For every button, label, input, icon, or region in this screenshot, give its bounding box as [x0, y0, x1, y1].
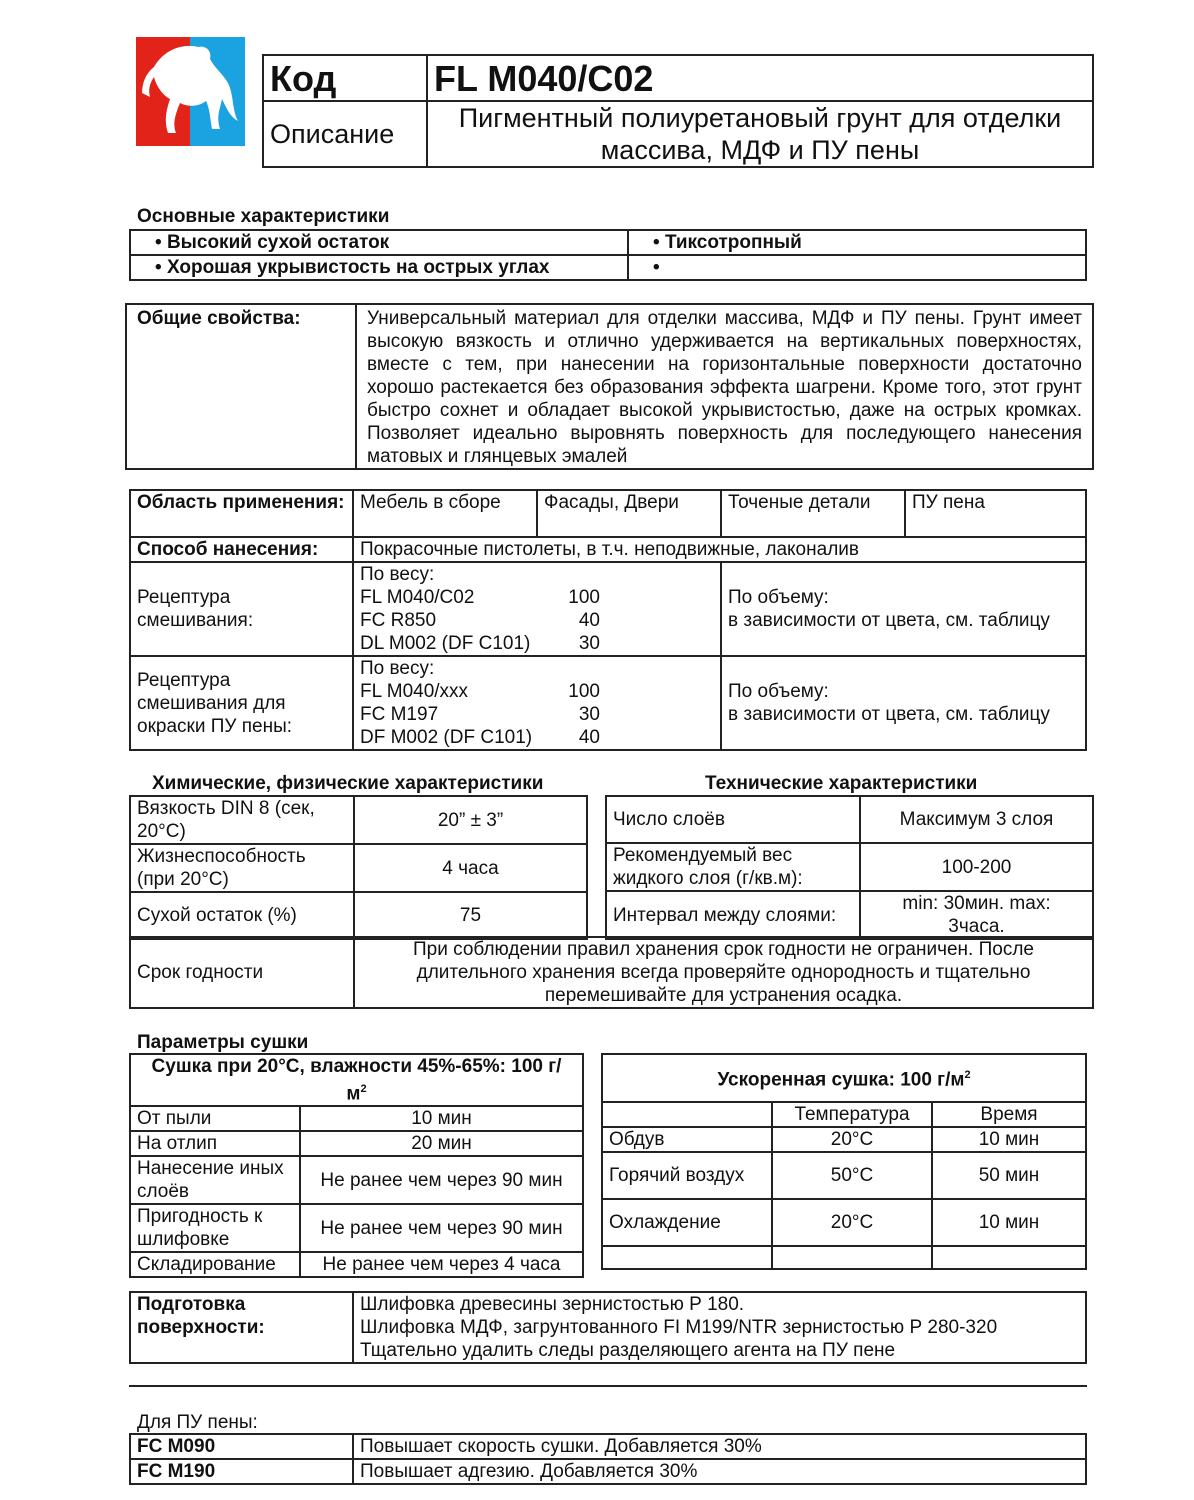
chem-value: 75 [354, 892, 587, 939]
surface-prep-table [129, 1291, 1087, 1364]
surface-prep-text: Шлифовка древесины зернистостью Р 180. Шлифовка МДФ, загрунтованного FI M199/NTR зернистостью Р 280-320 Тщательно удалить следы разделяющего агента на ПУ пене [353, 1292, 1086, 1363]
header-table [262, 54, 1094, 168]
accelerated-temp: 50°C [772, 1152, 932, 1199]
tech-value: 100-200 [860, 843, 1093, 891]
drying-stage: Складирование [130, 1252, 300, 1277]
accelerated-drying-header: Ускоренная сушка: 100 $г/м^2$ [602, 1054, 1086, 1102]
accelerated-time: 10 мин [932, 1199, 1086, 1246]
accelerated-col-header: Время [932, 1102, 1086, 1127]
accelerated-stage: Горячий воздух [602, 1152, 772, 1199]
mix2-volume: По объему: в зависимости от цвета, см. таблицу [721, 656, 1086, 750]
area-item: Фасады, Двери [537, 490, 721, 537]
area-item: Мебель в сборе [353, 490, 537, 537]
additive-desc: Повышает скорость сушки. Добавляется 30% [353, 1434, 1086, 1459]
drying-header: Сушка при 20°C, влажности 45%-65%: 100 $г/м^2$ [130, 1054, 583, 1106]
area-label: Область применения: [130, 490, 353, 537]
chem-table [129, 795, 588, 940]
chem-param: Сухой остаток (%) [130, 892, 354, 939]
drying-stage: От пыли [130, 1106, 300, 1131]
mix1-weight: По весу: FL M040/C02 100 FC R850 40 DL M002 (DF C101) 30 [353, 562, 721, 656]
tech-param: Интервал между слоями: [606, 891, 860, 939]
code-label: Код [263, 55, 427, 101]
area-item: Точеные детали [721, 490, 905, 537]
accelerated-temp: 20°C [772, 1199, 932, 1246]
accelerated-col-header [602, 1102, 772, 1127]
accelerated-stage: Охлаждение [602, 1199, 772, 1246]
surface-prep-label: Подготовка поверхности: [130, 1292, 353, 1363]
additive-code: FC M090 [130, 1434, 353, 1459]
main-char-item: • Хорошая укрывистость на острых углах [130, 255, 628, 280]
main-chars-table [129, 229, 1087, 281]
accelerated-stage: Обдув [602, 1127, 772, 1152]
area-item: ПУ пена [905, 490, 1086, 537]
drying-title: Параметры сушки [137, 1032, 309, 1053]
accelerated-stage [602, 1246, 772, 1269]
drying-time: Не ранее чем через 90 мин [300, 1156, 583, 1204]
drying-time: 20 мин [300, 1131, 583, 1156]
application-table [129, 489, 1087, 751]
accelerated-drying-table [601, 1053, 1087, 1270]
description-value: Пигментный полиуретановый грунт для отделки массива, МДФ и ПУ пены [427, 101, 1093, 167]
mix2-label: Рецептура смешивания для окраски ПУ пены: [130, 656, 353, 750]
accelerated-col-header: Температура [772, 1102, 932, 1127]
chem-value: 4 часа [354, 844, 587, 892]
description-label: Описание [263, 101, 427, 167]
drying-stage: Нанесение иных слоёв [130, 1156, 300, 1204]
foam-title: Для ПУ пены: [137, 1412, 258, 1433]
drying-stage: Пригодность к шлифовке [130, 1204, 300, 1252]
divider [129, 1385, 1087, 1387]
tech-param: Число слоёв [606, 796, 860, 843]
shelf-life-label: Срок годности [130, 937, 354, 1008]
main-char-item: • [628, 255, 1086, 280]
accelerated-temp: 20°C [772, 1127, 932, 1152]
tech-value: Максимум 3 слоя [860, 796, 1093, 843]
shelf-life-table [129, 936, 1094, 1009]
general-properties-label: Общие свойства: [126, 304, 356, 469]
shelf-life-text: При соблюдении правил хранения срок годности не ограничен. После длительного хранения всегда проверяйте однородность и тщательно перемешивайте для устранения осадка. [354, 937, 1093, 1008]
additive-desc: Повышает адгезию. Добавляется 30% [353, 1459, 1086, 1484]
tech-title: Технические характеристики [705, 773, 978, 794]
mix1-volume: По объему: в зависимости от цвета, см. таблицу [721, 562, 1086, 656]
chem-value: 20” ± 3” [354, 796, 587, 844]
drying-table [129, 1053, 584, 1278]
tech-value: min: 30мин. max: 3часа. [860, 891, 1093, 939]
accelerated-time: 50 мин [932, 1152, 1086, 1199]
company-logo [136, 37, 245, 146]
general-properties-table [125, 303, 1094, 470]
drying-stage: На отлип [130, 1131, 300, 1156]
method-label: Способ нанесения: [130, 537, 353, 562]
mix2-weight: По весу: FL M040/xxx 100 FC M197 30 DF M002 (DF C101) 40 [353, 656, 721, 750]
code-value: FL M040/C02 [427, 55, 1093, 101]
drying-time: Не ранее чем через 4 часа [300, 1252, 583, 1277]
chem-param: Вязкость DIN 8 (сек, 20°C) [130, 796, 354, 844]
tech-table [605, 795, 1094, 940]
main-char-item: • Тиксотропный [628, 230, 1086, 255]
main-char-item: • Высокий сухой остаток [130, 230, 628, 255]
chem-param: Жизнеспособность (при 20°C) [130, 844, 354, 892]
method-value: Покрасочные пистолеты, в т.ч. неподвижные, лаконалив [353, 537, 1086, 562]
accelerated-time: 10 мин [932, 1127, 1086, 1152]
drying-time: 10 мин [300, 1106, 583, 1131]
foam-additives-table [129, 1433, 1087, 1485]
drying-time: Не ранее чем через 90 мин [300, 1204, 583, 1252]
additive-code: FC M190 [130, 1459, 353, 1484]
accelerated-temp [772, 1246, 932, 1269]
main-chars-title: Основные характеристики [137, 206, 390, 227]
accelerated-time [932, 1246, 1086, 1269]
tech-param: Рекомендуемый вес жидкого слоя (г/кв.м): [606, 843, 860, 891]
chem-title: Химические, физические характеристики [152, 773, 544, 794]
mix1-label: Рецептура смешивания: [130, 562, 353, 656]
general-properties-text: Универсальный материал для отделки массива, МДФ и ПУ пены. Грунт имеет высокую вязкость и отлично удерживается на вертикальных поверхностях, вместе с тем, при нанесении на горизонтальные поверхности достаточно хорошо растекается без образования эффекта шагрени. Кроме того, этот грунт быстро сохнет и обладает высокой укрывистостью, даже на острых кромках. Позволяет идеально выровнять поверхность для последующего нанесения матовых и глянцевых эмалей [356, 304, 1093, 469]
